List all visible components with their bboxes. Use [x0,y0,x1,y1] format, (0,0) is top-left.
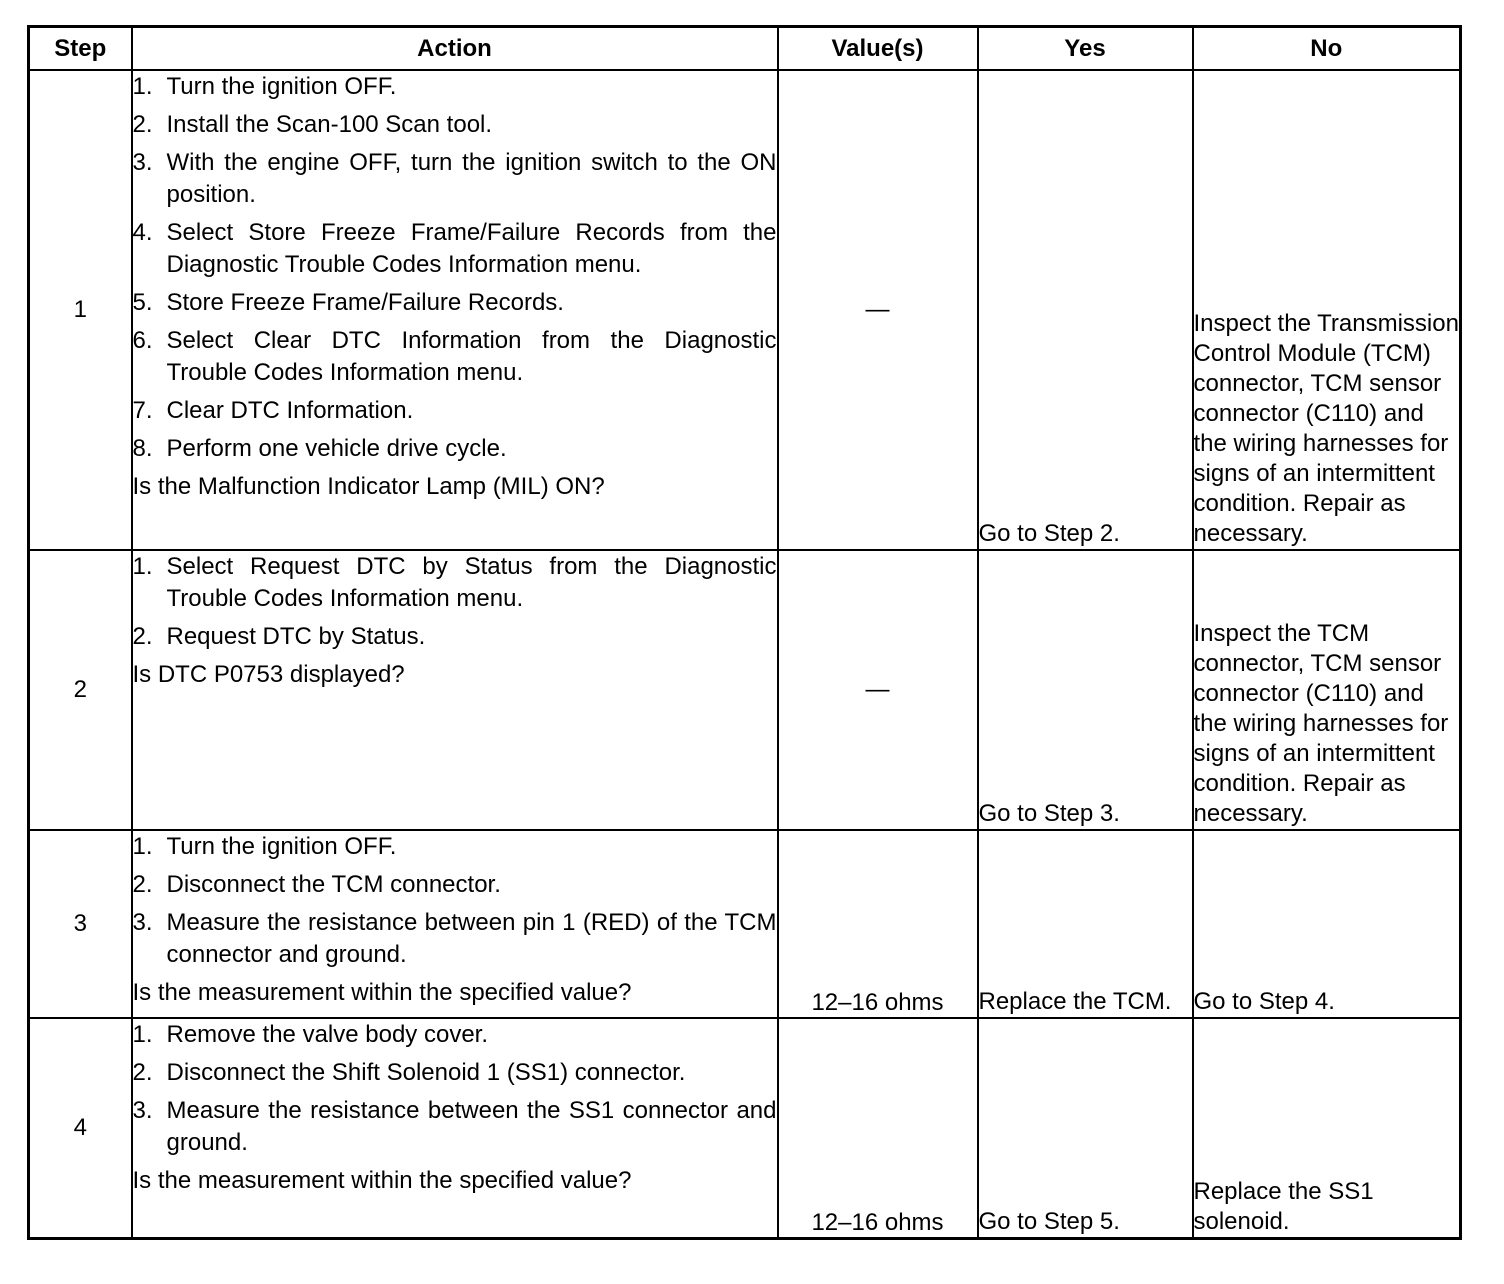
value-cell: 12–16 ohms [778,1018,978,1239]
step-index: 8. [132,435,153,462]
action-step [133,71,777,103]
yes-cell: Replace the TCM. [978,830,1193,1018]
step-text: Turn the ignition OFF. [166,73,397,100]
action-question: Is the measurement within the specified value? [132,1167,632,1194]
step-index: 2. [132,1059,153,1086]
value-cell: 12–16 ohms [778,830,978,1018]
step-index: 2. [132,871,153,898]
action-step [133,217,777,281]
step-index: 1. [132,1021,153,1048]
step-text: Clear DTC Information. [166,397,414,424]
header-step: Step [29,27,132,71]
step-text: Remove the valve body cover. [166,1021,489,1048]
no-cell: Inspect the Transmission Control Module (TCM) connector, TCM sensor connector (C110) and the wiring harnesses for signs of an intermittent condition. Repair as necessary. [1193,70,1461,550]
no-cell: Go to Step 4. [1193,830,1461,1018]
yes-cell: Go to Step 3. [978,550,1193,830]
step-index: 1. [132,833,153,860]
step-text: Select Request DTC by Status from the Diagnostic Trouble Codes Information menu. [166,553,777,612]
step-text: Turn the ignition OFF. [166,833,397,860]
step-index: 3. [132,1097,153,1124]
action-steps [133,71,777,465]
step-text: With the engine OFF, turn the ignition switch to the ON position. [166,149,777,208]
action-cell [132,830,778,1018]
step-text: Perform one vehicle drive cycle. [166,435,507,462]
action-step [133,621,777,653]
step-text: Disconnect the TCM connector. [166,871,501,898]
action-step [133,551,777,615]
table-row [29,1018,1461,1239]
action-steps [133,831,777,971]
yes-cell: Go to Step 2. [978,70,1193,550]
header-values: Value(s) [778,27,978,71]
step-text: Store Freeze Frame/Failure Records. [166,289,564,316]
action-step [133,109,777,141]
action-steps [133,1019,777,1159]
header-no: No [1193,27,1461,71]
yes-cell: Go to Step 5. [978,1018,1193,1239]
action-step [133,395,777,427]
action-steps [133,551,777,653]
step-index: 7. [132,397,153,424]
action-step [133,907,777,971]
value-cell: — [778,70,978,550]
action-question: Is the Malfunction Indicator Lamp (MIL) ON? [132,473,605,500]
action-step [133,147,777,211]
step-number: 1 [29,70,132,550]
header-action: Action [132,27,778,71]
step-text: Select Clear DTC Information from the Diagnostic Trouble Codes Information menu. [166,327,777,386]
action-cell [132,550,778,830]
action-step [133,869,777,901]
step-number: 4 [29,1018,132,1239]
action-step [133,287,777,319]
table-row [29,830,1461,1018]
action-step [133,433,777,465]
table-row [29,70,1461,550]
header-row [29,27,1461,71]
diagnostic-table [27,25,1462,1240]
step-index: 4. [132,219,153,246]
action-step [133,1019,777,1051]
action-cell [132,1018,778,1239]
step-text: Install the Scan-100 Scan tool. [166,111,493,138]
step-text: Measure the resistance between pin 1 (RED) of the TCM connector and ground. [166,909,777,968]
step-number: 3 [29,830,132,1018]
step-text: Request DTC by Status. [166,623,426,650]
step-number: 2 [29,550,132,830]
action-step [133,831,777,863]
step-text: Select Store Freeze Frame/Failure Records from the Diagnostic Trouble Codes Information menu. [166,219,777,278]
table-row [29,550,1461,830]
no-cell: Inspect the TCM connector, TCM sensor connector (C110) and the wiring harnesses for signs of an intermittent condition. Repair as necessary. [1193,550,1461,830]
step-index: 1. [132,73,153,100]
no-cell: Replace the SS1 solenoid. [1193,1018,1461,1239]
step-index: 5. [132,289,153,316]
step-index: 3. [132,149,153,176]
step-index: 3. [132,909,153,936]
step-index: 2. [132,111,153,138]
step-text: Measure the resistance between the SS1 connector and ground. [166,1097,777,1156]
action-step [133,325,777,389]
value-cell: — [778,550,978,830]
step-index: 1. [132,553,153,580]
step-text: Disconnect the Shift Solenoid 1 (SS1) connector. [166,1059,686,1086]
action-question: Is DTC P0753 displayed? [132,661,405,688]
step-index: 6. [132,327,153,354]
action-step [133,1057,777,1089]
header-yes: Yes [978,27,1193,71]
step-index: 2. [132,623,153,650]
action-question: Is the measurement within the specified value? [132,979,632,1006]
action-step [133,1095,777,1159]
action-cell [132,70,778,550]
